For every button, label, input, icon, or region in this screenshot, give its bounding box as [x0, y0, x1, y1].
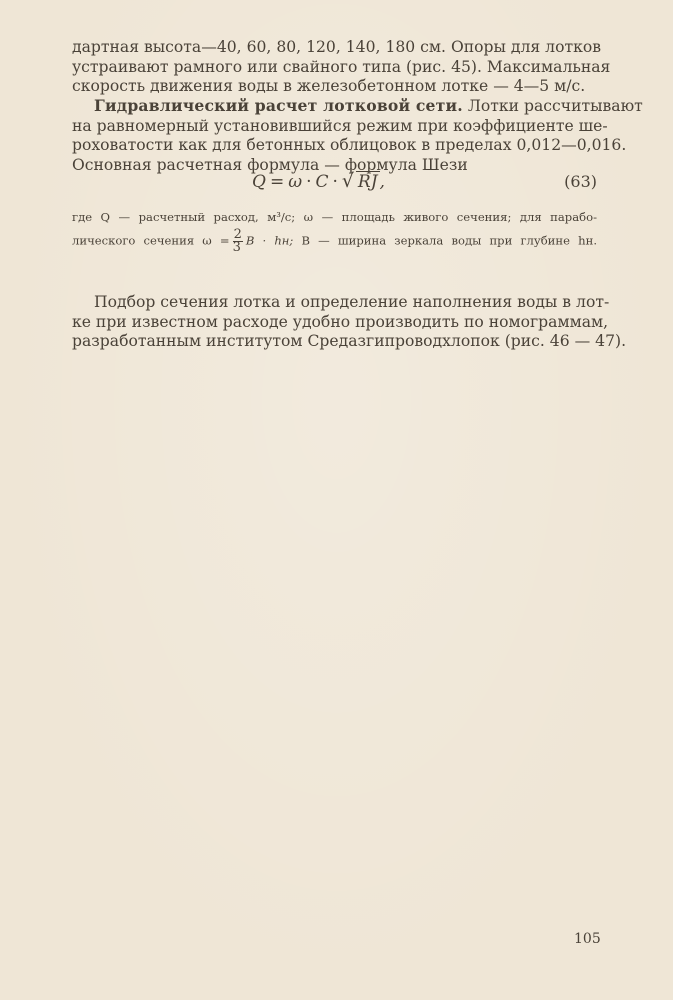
paragraph-text [72, 38, 611, 97]
formula-dot: · [306, 172, 312, 192]
text-line: скорость движения воды в железобетонном лотке — 4—5 м/с. [72, 77, 586, 95]
paragraph-continuation [72, 38, 611, 97]
chezy-formula [252, 172, 385, 192]
formula-row [72, 172, 597, 198]
fraction-denominator: 3 [232, 240, 241, 255]
formula-c: C [315, 172, 329, 192]
text-line: дартная высота—40, 60, 80, 120, 140, 180 см. Опоры для лотков [72, 38, 601, 56]
text-line [72, 96, 643, 117]
formula-tail: , [379, 172, 385, 192]
text-line: Подбор сечения лотка и определение наполнения воды в лот- [94, 293, 610, 311]
paragraph-text [72, 293, 627, 352]
text-line: роховатости как для бетонных облицовок в пределах 0,012—0,016. [72, 136, 627, 154]
text-fragment: Лотки рассчитывают [467, 97, 643, 115]
note-line [72, 229, 597, 254]
formula-sqrt [342, 172, 380, 192]
formula-radicand: RJ [357, 172, 378, 192]
note-fragment: B — ширина зеркала воды при глубине hн. [301, 233, 598, 248]
text-line: разработанным институтом Средазгипроводхлопок (рис. 46 — 47). [72, 332, 627, 350]
text-line: на равномерный установившийся режим при коэффициенте ше- [72, 116, 608, 135]
formula-equals: = [269, 172, 285, 192]
fraction-numerator: 2 [233, 227, 242, 242]
note-fragment: лического сечения ω = [72, 233, 230, 248]
note-fragment: B · hн; [245, 233, 294, 248]
formula-omega: ω [288, 172, 303, 192]
paragraph-hydraulic-calculation [72, 96, 643, 175]
paragraph-nomogram [72, 293, 627, 352]
fraction [233, 229, 243, 254]
text-line: Основная расчетная формула — формула Шези [72, 155, 468, 174]
page-number: 105 [574, 931, 601, 947]
formula-explanation-note [72, 210, 597, 254]
paragraph-text [72, 96, 643, 175]
section-heading: Гидравлический расчет лотковой сети. [94, 96, 463, 115]
radical-sign: √ [341, 170, 354, 192]
formula-dot: · [332, 172, 338, 192]
equation-number: (63) [564, 172, 597, 191]
note-line: где Q — расчетный расход, м³/с; ω — площадь живого сечения; для парабо- [72, 210, 597, 224]
formula-lhs: Q [252, 172, 266, 192]
text-line: устраивают рамного или свайного типа (рис. 45). Максимальная [72, 57, 611, 76]
text-line: ке при известном расходе удобно производить по номограммам, [72, 312, 609, 331]
